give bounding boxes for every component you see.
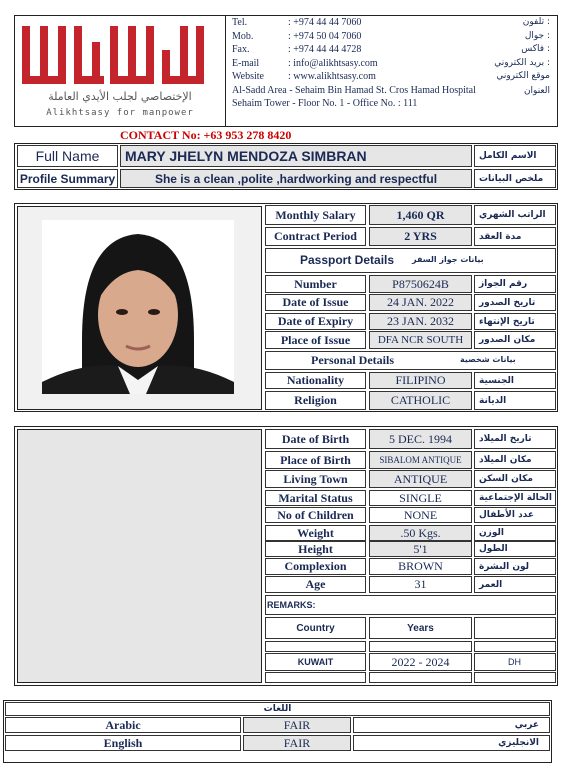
- passport-details-heading-ar: بيانات جواز السفر: [412, 255, 484, 264]
- contract-period-label-ar: مدة العقد: [474, 227, 556, 246]
- passport-number-label: Number: [265, 275, 366, 293]
- language-label-arabic: Arabic: [5, 717, 241, 733]
- passport-number-value: P8750624B: [369, 275, 472, 293]
- place-of-issue-label: Place of Issue: [265, 331, 366, 349]
- logo-arabic-text: الإختصاصي لجلب الأيدي العاملة: [48, 90, 192, 103]
- detail-label-ar-height: الطول: [474, 541, 556, 557]
- detail-value-marital: SINGLE: [369, 490, 472, 506]
- address-line-2: Sehaim Tower - Floor No. 1 - Office No. : 111: [232, 98, 418, 109]
- company-logo: [18, 20, 222, 122]
- contact-label-ar-website: موقع الكتروني: [496, 71, 550, 81]
- contact-label-email: E-mail: [232, 58, 260, 69]
- detail-value-children: NONE: [369, 507, 472, 523]
- detail-label-children: No of Children: [265, 507, 366, 523]
- expiry-date-label-ar: تاريخ الإنتهاء: [474, 313, 556, 330]
- experience-blank-2: [369, 672, 472, 683]
- issue-date-label: Date of Issue: [265, 294, 366, 311]
- language-level-arabic: FAIR: [243, 717, 351, 733]
- passport-number-label-ar: رقم الجواز: [474, 275, 556, 293]
- experience-blank-3: [474, 672, 556, 683]
- detail-value-height: 5'1: [369, 541, 472, 557]
- detail-label-ar-weight: الوزن: [474, 525, 556, 541]
- contact-value-website[interactable]: : www.alikhtsasy.com: [288, 71, 376, 82]
- full-name-label: Full Name: [17, 145, 118, 167]
- profile-summary-value: She is a clean ,polite ,hardworking and respectful: [120, 169, 472, 188]
- detail-label-ar-complexion: لون البشرة: [474, 558, 556, 575]
- experience-row-note: DH: [474, 653, 556, 671]
- contract-period-label: Contract Period: [265, 227, 366, 246]
- nationality-value: FILIPINO: [369, 372, 472, 389]
- contact-label-ar-email: بريد الكتروني :: [494, 58, 550, 68]
- address-label-ar: العنوان: [523, 86, 550, 96]
- nationality-label-ar: الجنسية: [474, 372, 556, 389]
- detail-label-ar-pob: مكان الميلاد: [474, 451, 556, 469]
- header-divider: [225, 15, 226, 127]
- contact-label-ar-mob: جوال :: [524, 31, 550, 41]
- contact-value-mob: : +974 50 04 7060: [288, 31, 362, 42]
- remarks-box: [265, 595, 556, 615]
- contact-value-email[interactable]: : info@alikhtsasy.com: [288, 58, 378, 69]
- experience-header-blank: [474, 617, 556, 639]
- language-label-ar-english: الانجليزي: [353, 735, 550, 751]
- detail-value-age: 31: [369, 576, 472, 593]
- detail-label-ar-dob: تاريخ الميلاد: [474, 429, 556, 449]
- detail-label-town: Living Town: [265, 470, 366, 488]
- languages-heading-ar: اللغات: [263, 704, 292, 714]
- experience-blank-1: [265, 672, 366, 683]
- language-label-english: English: [5, 735, 241, 751]
- detail-label-weight: Weight: [265, 525, 366, 541]
- profile-summary-label: Profile Summary: [17, 169, 118, 188]
- monthly-salary-label-ar: الراتب الشهري: [474, 205, 556, 225]
- contact-label-ar-fax: فاكس :: [521, 44, 550, 54]
- religion-value: CATHOLIC: [369, 391, 472, 410]
- languages-heading: [5, 702, 550, 716]
- detail-label-age: Age: [265, 576, 366, 593]
- detail-label-ar-age: العمر: [474, 576, 556, 593]
- contact-label-fax: Fax.: [232, 44, 250, 55]
- logo-english-text: Alikhtsasy for manpower: [46, 108, 194, 118]
- contact-label-tel: Tel.: [232, 17, 248, 28]
- address-line-1: Al-Sadd Area - Sehaim Bin Hamad St. Cros Hamad Hospital: [232, 85, 476, 96]
- detail-label-dob: Date of Birth: [265, 429, 366, 449]
- detail-label-ar-marital: الحالة الإجتماعية: [474, 490, 556, 506]
- monthly-salary-value: 1,460 QR: [369, 205, 472, 225]
- experience-spacer-2: [369, 641, 472, 652]
- detail-label-complexion: Complexion: [265, 558, 366, 575]
- nationality-label: Nationality: [265, 372, 366, 389]
- detail-label-ar-children: عدد الأطفال: [474, 507, 556, 523]
- detail-label-height: Height: [265, 541, 366, 557]
- full-name-value: MARY JHELYN MENDOZA SIMBRAN: [120, 145, 472, 167]
- experience-header-country: Country: [265, 617, 366, 639]
- experience-row-years: 2022 - 2024: [369, 653, 472, 671]
- monthly-salary-label: Monthly Salary: [265, 205, 366, 225]
- contact-label-ar-tel: تلفون :: [522, 17, 550, 27]
- experience-spacer-3: [474, 641, 556, 652]
- details-blank-panel: [17, 429, 262, 683]
- full-name-label-ar: الاسم الكامل: [474, 145, 556, 167]
- detail-label-pob: Place of Birth: [265, 451, 366, 469]
- contact-value-fax: : +974 44 44 4728: [288, 44, 362, 55]
- portrait-image: [42, 220, 234, 394]
- issue-date-value: 24 JAN. 2022: [369, 294, 472, 311]
- profile-summary-label-ar: ملخص البيانات: [474, 169, 556, 188]
- detail-value-weight: .50 Kgs.: [369, 525, 472, 541]
- expiry-date-label: Date of Expiry: [265, 313, 366, 330]
- experience-row-country: KUWAIT: [265, 653, 366, 671]
- detail-value-complexion: BROWN: [369, 558, 472, 575]
- language-label-ar-arabic: عربي: [353, 717, 550, 733]
- contact-label-website: Website: [232, 71, 264, 82]
- contact-label-mob: Mob.: [232, 31, 254, 42]
- detail-label-ar-town: مكان السكن: [474, 470, 556, 488]
- religion-label: Religion: [265, 391, 366, 410]
- remarks-label: REMARKS:: [267, 600, 316, 610]
- detail-value-town: ANTIQUE: [369, 470, 472, 488]
- place-of-issue-label-ar: مكان الصدور: [474, 331, 556, 349]
- contact-value-tel: : +974 44 44 7060: [288, 17, 362, 28]
- issue-date-label-ar: تاريخ الصدور: [474, 294, 556, 311]
- language-level-english: FAIR: [243, 735, 351, 751]
- expiry-date-value: 23 JAN. 2032: [369, 313, 472, 330]
- passport-details-heading: Passport Details: [300, 253, 395, 267]
- candidate-photo: [42, 220, 234, 394]
- logo-mark: [18, 20, 222, 122]
- experience-header-years: Years: [369, 617, 472, 639]
- personal-details-heading: Personal Details: [311, 353, 394, 367]
- detail-label-marital: Marital Status: [265, 490, 366, 506]
- religion-label-ar: الديانة: [474, 391, 556, 410]
- contact-number: CONTACT No: +63 953 278 8420: [120, 128, 292, 142]
- experience-spacer-1: [265, 641, 366, 652]
- contract-period-value: 2 YRS: [369, 227, 472, 246]
- detail-value-dob: 5 DEC. 1994: [369, 429, 472, 449]
- detail-value-pob: SIBALOM ANTIQUE: [369, 451, 472, 469]
- personal-details-heading-ar: بيانات شخصية: [460, 355, 516, 364]
- place-of-issue-value: DFA NCR SOUTH: [369, 331, 472, 349]
